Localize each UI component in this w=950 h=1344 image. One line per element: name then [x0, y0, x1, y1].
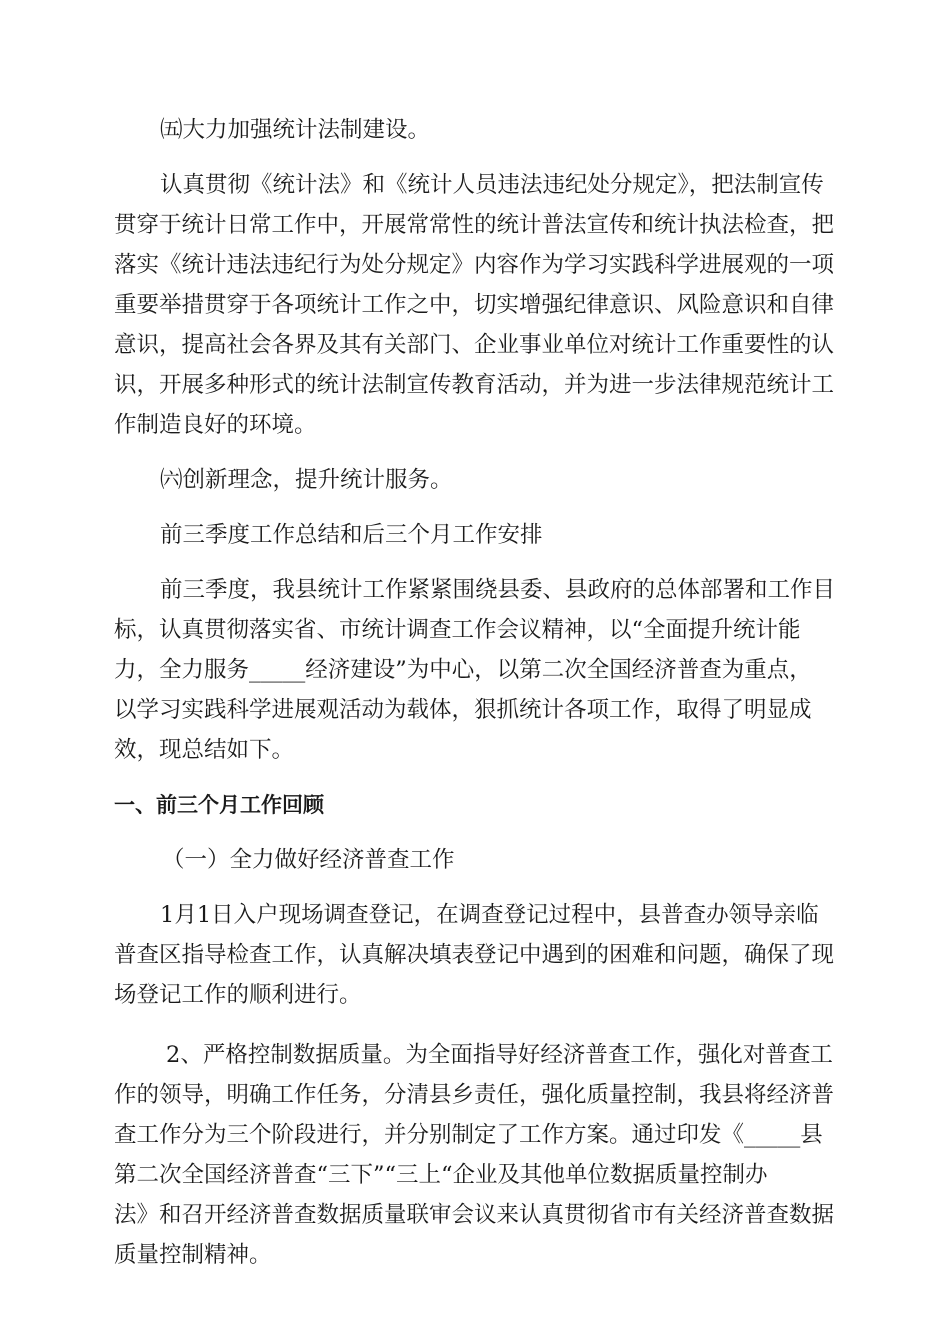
section-heading-6: ㈥创新理念，提升统计服务。 [160, 467, 453, 493]
section-heading-5: ㈤大力加强统计法制建设。 [160, 117, 431, 143]
paragraph-line: 2、严格控制数据质量。为全面指导好经济普查工作，强化对普查工 [166, 1042, 833, 1068]
paragraph-line: 场登记工作的顺利进行。 [114, 982, 362, 1008]
paragraph-line: 法》和召开经济普查数据质量联审会议来认真贯彻省市有关经济普查数据 [114, 1202, 835, 1228]
sub-heading: （一）全力做好经济普查工作 [162, 847, 455, 873]
paragraph-line: 1月1日入户现场调查登记，在调查登记过程中，县普查办领导亲临 [160, 902, 819, 928]
paragraph-line: 落实《统计违法违纪行为处分规定》内容作为学习实践科学进展观的一项 [114, 252, 835, 278]
paragraph-line: 识，开展多种形式的统计法制宣传教育活动，并为进一步法律规范统计工 [114, 372, 835, 398]
paragraph-line: 标，认真贯彻落实省、市统计调查工作会议精神，以“全面提升统计能 [114, 617, 801, 643]
paragraph-line: 质量控制精神。 [114, 1242, 272, 1268]
paragraph-line: 效，现总结如下。 [114, 737, 295, 763]
paragraph-line: 认真贯彻《统计法》和《统计人员违法违纪处分规定》，把法制宣传 [160, 172, 824, 198]
section-heading: 一、前三个月工作回顾 [114, 793, 324, 817]
subtitle: 前三季度工作总结和后三个月工作安排 [160, 522, 543, 548]
paragraph-line: 力，全力服务_____经济建设”为中心，以第二次全国经济普查为重点， [114, 657, 812, 683]
paragraph-line: 第二次全国经济普查“三下”“三上“企业及其他单位数据质量控制办 [114, 1162, 768, 1188]
paragraph-line: 意识，提高社会各界及其有关部门、企业事业单位对统计工作重要性的认 [114, 332, 835, 358]
paragraph-line: 前三季度，我县统计工作紧紧围绕县委、县政府的总体部署和工作目 [160, 577, 836, 603]
paragraph-line: 作制造良好的环境。 [114, 412, 317, 438]
paragraph-line: 重要举措贯穿于各项统计工作之中，切实增强纪律意识、风险意识和自律 [114, 292, 835, 318]
paragraph-line: 查工作分为三个阶段进行，并分别制定了工作方案。通过印发《_____县 [114, 1122, 823, 1148]
paragraph-line: 贯穿于统计日常工作中，开展常常性的统计普法宣传和统计执法检查，把 [114, 212, 835, 238]
paragraph-line: 以学习实践科学进展观活动为载体，狠抓统计各项工作，取得了明显成 [114, 697, 812, 723]
paragraph-line: 普查区指导检查工作，认真解决填表登记中遇到的困难和问题，确保了现 [114, 942, 835, 968]
paragraph-line: 作的领导，明确工作任务，分清县乡责任，强化质量控制，我县将经济普 [114, 1082, 835, 1108]
